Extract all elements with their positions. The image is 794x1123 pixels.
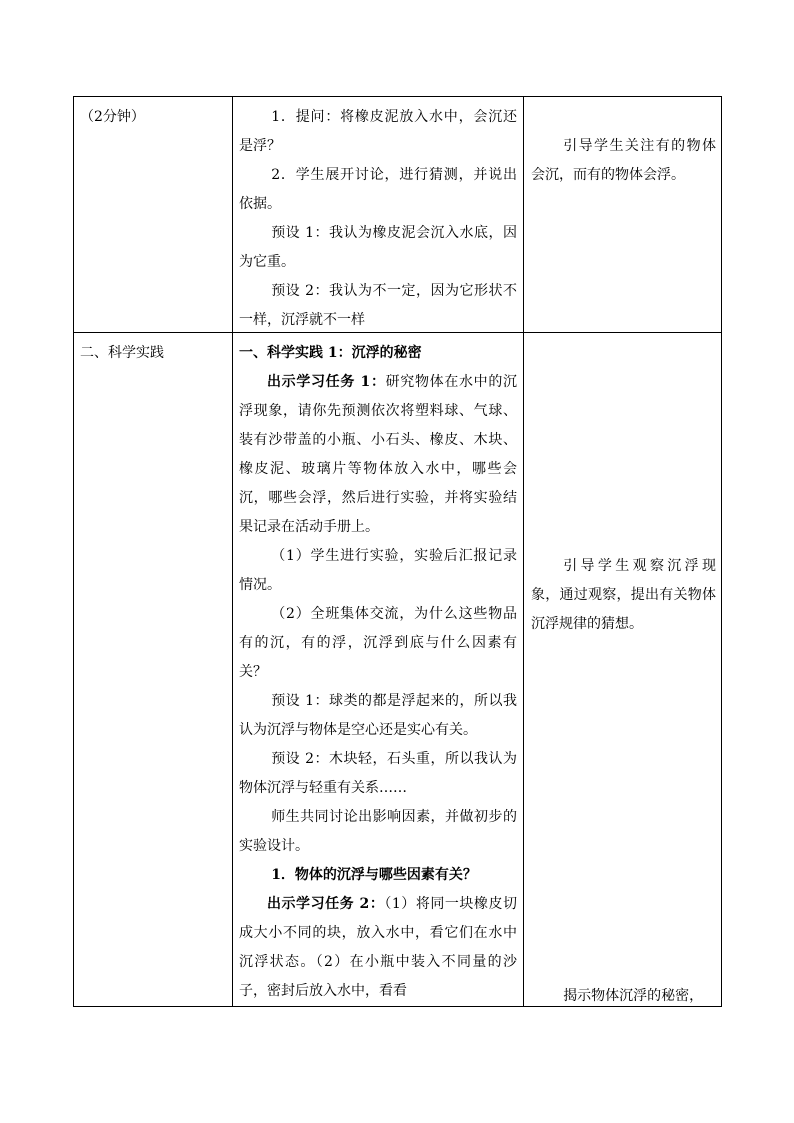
row1-activity-item: 预设 2：我认为不一定，因为它形状不一样，沉浮就不一样 xyxy=(239,283,517,328)
task1-label: 出示学习任务 1： xyxy=(267,374,386,390)
row2-stage-label: 二、科学实践 xyxy=(80,345,164,361)
row1-activity-item: 2．学生展开讨论，进行猜测，并说出依据。 xyxy=(239,167,517,212)
row1-intent-text: 引导学生关注有的物体会沉，而有的物体会浮。 xyxy=(531,138,716,183)
subheading: 1．物体的沉浮与哪些因素有关？ xyxy=(271,867,477,883)
row1-stage-cell xyxy=(80,103,226,132)
task2-label: 出示学习任务 2： xyxy=(267,896,385,912)
task1-text: 研究物体在水中的沉浮现象，请你先预测依次将塑料球、气球、装有沙带盖的小瓶、小石头、橡皮、木块、橡皮泥、玻璃片等物体放入水中，哪些会沉，哪些会浮，然后进行实验，并将实验结果记录在活动手册上。 xyxy=(239,374,517,535)
row1-activity-cell xyxy=(239,103,517,335)
row2-intent1-text: 引导学生观察沉浮现象，通过观察，提出有关物体沉浮规律的猜想。 xyxy=(531,558,716,632)
preset2-text: 预设 2：木块轻，石头重，所以我认为物体沉浮与轻重有关系…… xyxy=(239,751,517,796)
lesson-table xyxy=(73,96,722,1007)
row1-stage-label: （2分钟） xyxy=(80,109,145,125)
column-divider-2 xyxy=(523,97,524,1006)
row1-intent-cell xyxy=(531,132,716,190)
row2-stage-cell xyxy=(80,339,226,368)
row2-intent-cell-2 xyxy=(531,982,716,1011)
row1-activity-item: 预设 1：我认为橡皮泥会沉入水底，因为它重。 xyxy=(239,225,517,270)
step1-text: （1）学生进行实验，实验后汇报记录情况。 xyxy=(239,548,517,593)
discussion-text: 师生共同讨论出影响因素，并做初步的实验设计。 xyxy=(239,809,517,854)
preset1-text: 预设 1：球类的都是浮起来的，所以我认为沉浮与物体是空心还是实心有关。 xyxy=(239,693,517,738)
column-divider-1 xyxy=(232,97,233,1006)
row2-intent-cell-1 xyxy=(531,552,716,639)
section-title: 一、科学实践 1：沉浮的秘密 xyxy=(239,345,422,361)
row2-activity-cell xyxy=(239,339,517,1006)
task2-text: （1）将同一块橡皮切成大小不同的块，放入水中，看它们在水中沉浮状态。（2）在小瓶中装入不同量的沙子，密封后放入水中，看看 xyxy=(239,896,517,999)
row1-activity-item: 1．提问：将橡皮泥放入水中，会沉还是浮？ xyxy=(239,109,517,154)
row2-intent2-text: 揭示物体沉浮的秘密， xyxy=(563,988,704,1004)
step2-text: （2）全班集体交流，为什么这些物品有的沉，有的浮，沉浮到底与什么因素有关？ xyxy=(239,606,517,680)
